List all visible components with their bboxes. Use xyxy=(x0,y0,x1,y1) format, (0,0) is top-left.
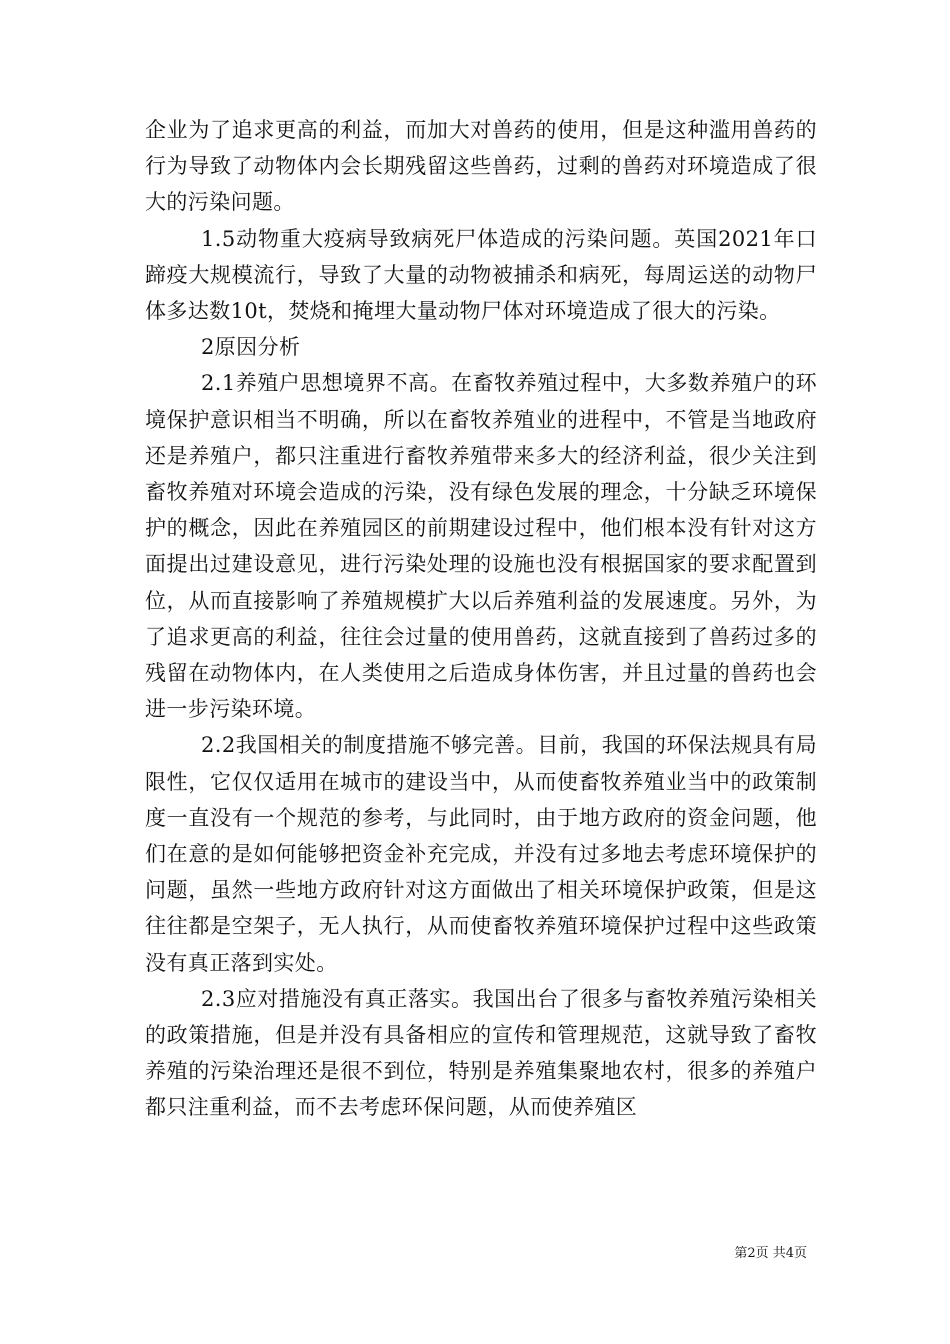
paragraph-continuation: 企业为了追求更高的利益，而加大对兽药的使用，但是这种滥用兽药的行为导致了动物体内会长期残留这些兽药，过剩的兽药对环境造成了很大的污染问题。 xyxy=(145,118,817,215)
section-heading-2: 2原因分析 xyxy=(201,335,301,360)
paragraph-section-2-1: 2.1养殖户思想境界不高。在畜牧养殖过程中，大多数养殖户的环境保护意识相当不明确，所以在畜牧养殖业的进程中，不管是当地政府还是养殖户，都只注重进行畜牧养殖带来多大的经济利益，很少关注到畜牧养殖对环境会造成的污染，没有绿色发展的理念，十分缺乏环境保护的概念，因此在养殖园区的前期建设过程中，他们根本没有针对这方面提出过建设意见，进行污染处理的设施也没有根据国家的要求配置到位，从而直接影响了养殖规模扩大以后养殖利益的发展速度。另外，为了追求更高的利益，往往会过量的使用兽药，这就直接到了兽药过多的残留在动物体内，在人类使用之后造成身体伤害，并且过量的兽药也会进一步污染环境。 xyxy=(145,371,817,722)
paragraph-section-1-5: 1.5动物重大疫病导致病死尸体造成的污染问题。英国2021年口蹄疫大规模流行，导致了大量的动物被捕杀和病死，每周运送的动物尸体多达数10t，焚烧和掩埋大量动物尸体对环境造成了很大的污染。 xyxy=(145,226,817,324)
page-number-footer: 第2页 共4页 xyxy=(734,1246,807,1261)
document-body xyxy=(145,112,817,1126)
paragraph-section-2-2: 2.2我国相关的制度措施不够完善。目前，我国的环保法规具有局限性，它仅仅适用在城市的建设当中，从而使畜牧养殖业当中的政策制度一直没有一个规范的参考，与此同时，由于地方政府的资金问题，他们在意的是如何能够把资金补充完成，并没有过多地去考虑环境保护的问题，虽然一些地方政府针对这方面做出了相关环境保护政策，但是这往往都是空架子，无人执行，从而使畜牧养殖环境保护过程中这些政策没有真正落到实处。 xyxy=(145,733,817,975)
paragraph-section-2-3: 2.3应对措施没有真正落实。我国出台了很多与畜牧养殖污染相关的政策措施，但是并没有具备相应的宣传和管理规范，这就导致了畜牧养殖的污染治理还是很不到位，特别是养殖集聚地农村，很多的养殖户都只注重利益，而不去考虑环保问题，从而使养殖区 xyxy=(145,986,817,1120)
